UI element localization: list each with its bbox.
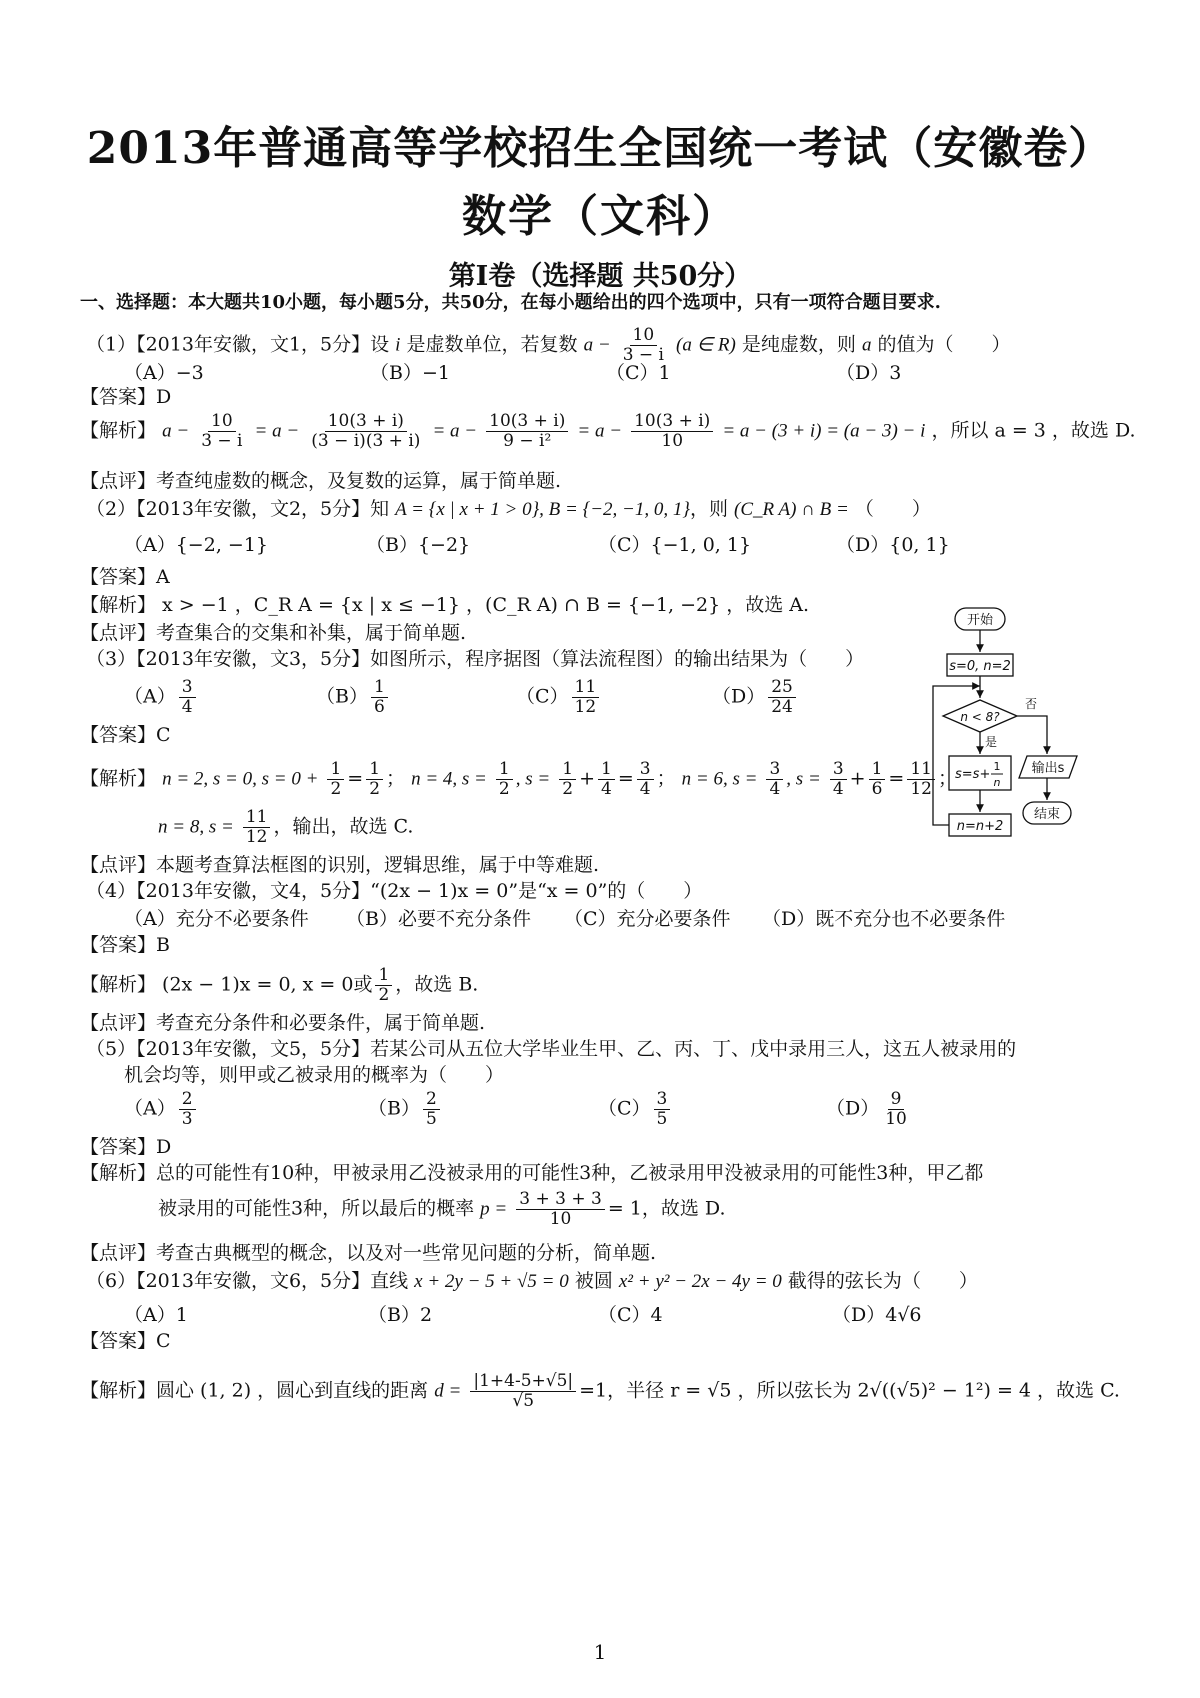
- q1-option-b: （B）−1: [370, 362, 450, 384]
- q5-answer: 【答案】D: [80, 1136, 172, 1158]
- q5-stem-line2: 机会均等，则甲或乙被录用的概率为（ ）: [124, 1064, 505, 1086]
- q1-stem: （1）【2013年安徽，文1，5分】设 i 是虚数单位，若复数 a − $\frac{10}{3 - i}$ (a ∈ R) 是纯虚数，则 a 的值为（ ）: [86, 325, 1011, 365]
- q4-option-c: （C）充分必要条件: [564, 908, 731, 930]
- flowchart-condition-label: n < 8?: [960, 710, 1000, 724]
- q3-answer: 【答案】C: [80, 724, 171, 746]
- flowchart-update-s-den: n: [993, 776, 1001, 789]
- q1-analysis: 【解析】 a − $\frac{10}{3 - i}$ = a − $\frac{10(3 + i)}{(3 - i)(3 + i)}$ = a − $\frac{10(3 + i)}{\text{9 − i²}}$ = a − $\frac{10(3 + i)}{10}$ = a − (3 + i) = (a − 3) − i ，所以 a = 3 ，故选 D.: [80, 411, 1136, 451]
- q4-answer: 【答案】B: [80, 934, 170, 956]
- q6-option-c: （C）4: [598, 1304, 663, 1326]
- q2-option-a: （A）{−2, −1}: [124, 534, 268, 556]
- q6-answer: 【答案】C: [80, 1330, 171, 1352]
- q5-option-c: （C） $\frac{3}{5}$: [598, 1090, 673, 1129]
- q4-option-d: （D）既不充分也不必要条件: [762, 908, 1006, 930]
- q3-option-d: （D） $\frac{25}{24}$: [712, 678, 799, 717]
- flowchart-update-s-num: 1: [993, 760, 1001, 773]
- q4-option-b: （B）必要不充分条件: [346, 908, 531, 930]
- q3-option-a: （A） $\frac{3}{4}$: [124, 678, 199, 717]
- q2-comment: 【点评】考查集合的交集和补集，属于简单题.: [80, 622, 467, 644]
- q5-comment: 【点评】考查古典概型的概念，以及对一些常见问题的分析，简单题.: [80, 1242, 657, 1264]
- flowchart-yes-label: 是: [985, 735, 998, 749]
- q5-option-d: （D） $\frac{9}{10}$: [826, 1089, 907, 1129]
- q6-analysis: 【解析】圆心 (1, 2) ，圆心到直线的距离 d = $\frac{|1+4-5+√5|}{√5}$ =1，半径 r = √5 ，所以弦长为 2√((√5)² − 1²) = 4 ，故选 C.: [80, 1371, 1120, 1411]
- flowchart-no-label: 否: [1025, 697, 1038, 711]
- page-number: 1: [593, 1640, 607, 1664]
- q3-stem: （3）【2013年安徽，文3，5分】如图所示，程序据图（算法流程图）的输出结果为（ ）: [86, 648, 865, 670]
- q5-option-a: （A） $\frac{2}{3}$: [124, 1090, 199, 1129]
- flowchart-start-label: 开始: [966, 613, 994, 628]
- q4-analysis: 【解析】 (2x − 1)x = 0, x = 0或 $\frac{1}{2}$ ，故选 B.: [80, 965, 479, 1005]
- flowchart-update-n-label: n=n+2: [956, 819, 1004, 834]
- q2-analysis: 【解析】 x > −1 ，C_R A = {x | x ≤ −1} ，(C_R A) ∩ B = {−1, −2} ，故选 A.: [80, 594, 810, 616]
- q6-stem: （6）【2013年安徽，文6，5分】直线 x + 2y − 5 + √5 = 0 被圆 x² + y² − 2x − 4y = 0 截得的弦长为（ ）: [86, 1270, 978, 1292]
- q1-option-d: （D）3: [836, 362, 902, 384]
- q3-comment: 【点评】本题考查算法框图的识别，逻辑思维，属于中等难题.: [80, 854, 600, 876]
- flowchart-init-label: s=0, n=2: [949, 659, 1011, 674]
- q5-analysis-line2: 被录用的可能性3种，所以最后的概率 p = $\frac{3 + 3 + 3}{10}$ = 1，故选 D.: [158, 1189, 726, 1229]
- q1-option-c: （C）1: [606, 362, 671, 384]
- q2-option-b: （B）{−2}: [366, 534, 471, 556]
- q1-option-a: （A）−3: [124, 362, 204, 384]
- q3-analysis-line2: n = 8, s = $\frac{11}{12}$ ，输出，故选 C.: [158, 807, 414, 847]
- q1-comment: 【点评】考查纯虚数的概念，及复数的运算，属于简单题.: [80, 470, 562, 492]
- section-title: 第Ⅰ卷（选择题 共50分）: [448, 261, 752, 292]
- q4-comment: 【点评】考查充分条件和必要条件，属于简单题.: [80, 1012, 486, 1034]
- exam-title: 2013年普通高等学校招生全国统一考试（安徽卷）: [86, 123, 1114, 174]
- q2-option-d: （D）{0, 1}: [836, 534, 950, 556]
- q3-option-c: （C） $\frac{11}{12}$: [516, 678, 602, 717]
- flowchart-end-label: 结束: [1033, 807, 1061, 822]
- flowchart-output-label: 输出s: [1031, 761, 1065, 776]
- q2-answer: 【答案】A: [80, 566, 170, 588]
- q6-option-a: （A）1: [124, 1304, 188, 1326]
- q3-option-b: （B） $\frac{1}{6}$: [316, 678, 391, 717]
- q6-option-b: （B）2: [368, 1304, 433, 1326]
- flowchart-update-s-label: s=s+: [955, 767, 991, 782]
- q5-stem-line1: （5）【2013年安徽，文5，5分】若某公司从五位大学毕业生甲、乙、丙、丁、戊中录用三人，这五人被录用的: [86, 1038, 1017, 1060]
- q1-answer: 【答案】D: [80, 386, 172, 408]
- q5-option-b: （B） $\frac{2}{5}$: [368, 1090, 443, 1129]
- q3-analysis-line1: 【解析】 n = 2, s = 0, s = 0 + $\frac{1}{2}$ = $\frac{1}{2}$ ； n = 4, s = $\frac{1}{2}$ , s = $\frac{1}{2}$ + $\frac{1}{4}$ = $\frac{3}{4}$ ； n = 6, s = $\frac{3}{4}$ , s = $\frac{3}{4}$ + $\frac{1}{6}$ = $\frac{11}{12}$ ；: [80, 759, 957, 799]
- instructions: 一、选择题：本大题共10小题，每小题5分，共50分，在每小题给出的四个选项中，只有一项符合题目要求.: [80, 292, 941, 313]
- exam-subtitle: 数学（文科）: [462, 191, 738, 242]
- q2-option-c: （C）{−1, 0, 1}: [598, 534, 752, 556]
- q4-option-a: （A）充分不必要条件: [124, 908, 309, 930]
- q6-option-d: （D）4√6: [832, 1304, 922, 1326]
- q2-stem: （2）【2013年安徽，文2，5分】知 A = {x | x + 1 > 0}, B = {−2, −1, 0, 1}，则 (C_R A) ∩ B = （ ）: [86, 498, 931, 520]
- q5-analysis-line1: 【解析】总的可能性有10种，甲被录用乙没被录用的可能性3种，乙被录用甲没被录用的可能性3种，甲乙都: [80, 1162, 984, 1184]
- flowchart: [925, 600, 1085, 850]
- q4-stem: （4）【2013年安徽，文4，5分】“(2x − 1)x = 0”是“x = 0”的（ ）: [86, 880, 703, 902]
